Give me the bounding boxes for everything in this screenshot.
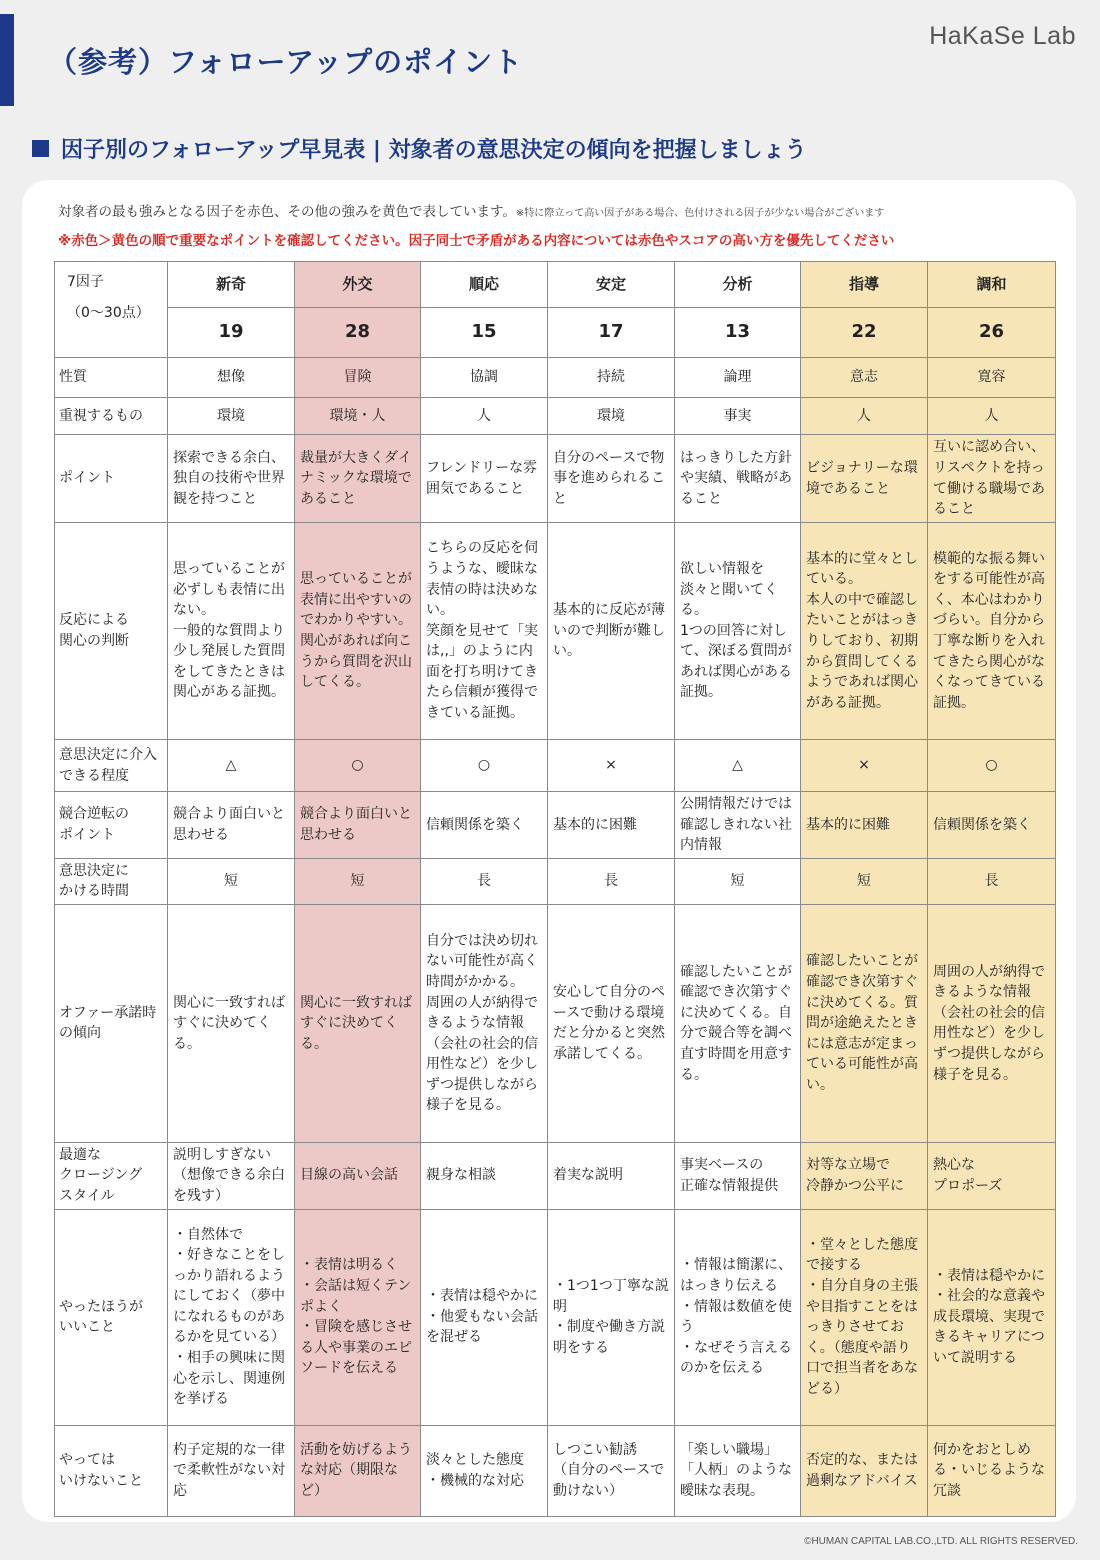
table-cell: 安心して自分のペースで動ける環境だと分かると突然承諾してくる。 [548, 904, 675, 1142]
table-row [55, 1209, 1056, 1425]
table-cell: 長 [928, 858, 1056, 904]
table-cell: ・1つ1つ丁寧な説明 ・制度や働き方説明をする [548, 1209, 675, 1425]
table-cell: ビジョナリーな環境であること [801, 435, 928, 523]
table-cell: 人 [928, 398, 1056, 435]
table-cell: 基本的に困難 [801, 792, 928, 859]
accent-bar [0, 14, 14, 106]
table-cell: 関心に一致すればすぐに決めてくる。 [168, 904, 295, 1142]
table-cell: しつこい勧誘 （自分のペースで動けない） [548, 1425, 675, 1516]
copyright: ©HUMAN CAPITAL LAB.CO.,LTD. ALL RIGHTS RESERVED. [804, 1536, 1078, 1547]
table-cell: 活動を妨げるような対応（期限など） [295, 1425, 421, 1516]
table-cell: 事実ベースの 正確な情報提供 [675, 1142, 801, 1209]
factor-name: 分析 [675, 262, 801, 308]
factor-name: 安定 [548, 262, 675, 308]
table-cell: 長 [421, 858, 548, 904]
table-cell: こちらの反応を伺うような、曖昧な表情の時は決めない。 笑顔を見せて「実は,,」のように内面を打ち明けてきたら信頼が獲得できている証拠。 [421, 523, 548, 740]
table-cell: 説明しすぎない（想像できる余白を残す） [168, 1142, 295, 1209]
corner-cell [55, 262, 168, 358]
table-cell: 思っていることが必ずしも表情に出ない。 一般的な質問より少し発展した質問をしてきたときは関心がある証拠。 [168, 523, 295, 740]
factor-name: 順応 [421, 262, 548, 308]
table-cell: 親身な相談 [421, 1142, 548, 1209]
table-row [55, 523, 1056, 740]
table-cell: 着実な説明 [548, 1142, 675, 1209]
row-label: 意思決定に介入できる程度 [55, 740, 168, 792]
table-cell: 人 [801, 398, 928, 435]
table-row [55, 358, 1056, 398]
table-cell: 環境 [548, 398, 675, 435]
table-cell: 否定的な、または過剰なアドバイス [801, 1425, 928, 1516]
table-cell: 事実 [675, 398, 801, 435]
table-cell: 確認したいことが確認でき次第すぐに決めてくる。質問が途絶えたときには意志が定まっている可能性が高い。 [801, 904, 928, 1142]
table-row [55, 398, 1056, 435]
table-cell: △ [675, 740, 801, 792]
factor-score: 19 [168, 308, 295, 358]
table-cell: 環境 [168, 398, 295, 435]
table-cell: × [548, 740, 675, 792]
table-cell: 環境・人 [295, 398, 421, 435]
factor-score: 26 [928, 308, 1056, 358]
table-row [55, 740, 1056, 792]
table-cell: ・情報は簡潔に、はっきり伝える ・情報は数値を使う ・なぜそう言えるのかを伝える [675, 1209, 801, 1425]
row-label: やっては いけないこと [55, 1425, 168, 1516]
table-cell: 論理 [675, 358, 801, 398]
section-title [32, 133, 807, 164]
corner-label: 7因子 [67, 274, 104, 290]
table-cell: はっきりした方針や実績、戦略があること [675, 435, 801, 523]
corner-range: （0〜30点） [67, 304, 150, 321]
square-bullet-icon [32, 140, 49, 157]
factor-score: 13 [675, 308, 801, 358]
row-label: 重視するもの [55, 398, 168, 435]
table-cell: 短 [295, 858, 421, 904]
factor-name: 指導 [801, 262, 928, 308]
table-cell: 基本的に堂々としている。 本人の中で確認したいことがはっきりしており、初期から質問してくるようであれば関心がある証拠。 [801, 523, 928, 740]
table-cell: 対等な立場で 冷静かつ公平に [801, 1142, 928, 1209]
table-cell: フレンドリーな雰囲気であること [421, 435, 548, 523]
table-cell: ○ [421, 740, 548, 792]
table-cell: ・表情は穏やかに ・社会的な意義や成長環境、実現できるキャリアについて説明する [928, 1209, 1056, 1425]
row-label: やったほうが いいこと [55, 1209, 168, 1425]
row-label: オファー承諾時の傾向 [55, 904, 168, 1142]
table-cell: 杓子定規的な一律で柔軟性がない対応 [168, 1425, 295, 1516]
table-cell: 基本的に困難 [548, 792, 675, 859]
table-cell: 寛容 [928, 358, 1056, 398]
table-cell: 協調 [421, 358, 548, 398]
table-cell: 基本的に反応が薄いので判断が難しい。 [548, 523, 675, 740]
table-row [55, 1425, 1056, 1516]
row-label: 意思決定に かける時間 [55, 858, 168, 904]
legend-note [58, 200, 884, 220]
factor-name: 外交 [295, 262, 421, 308]
table-cell: ・自然体で ・好きなことをしっかり語れるようにしておく（夢中になれるものがあるかを見ている） ・相手の興味に関心を示し、関連例を挙げる [168, 1209, 295, 1425]
table-cell: 淡々とした態度 ・機械的な対応 [421, 1425, 548, 1516]
table-cell: 周囲の人が納得できるような情報（会社の社会的信用性など）を少しずつ提供しながら様子を見る。 [928, 904, 1056, 1142]
row-label: ポイント [55, 435, 168, 523]
factor-name: 調和 [928, 262, 1056, 308]
table-cell: 公開情報だけでは確認しきれない社内情報 [675, 792, 801, 859]
factor-score: 28 [295, 308, 421, 358]
table-cell: 欲しい情報を 淡々と聞いてくる。 1つの回答に対して、深ぼる質問があれば関心がある証拠。 [675, 523, 801, 740]
table-cell: 互いに認め合い、リスペクトを持って働ける職場であること [928, 435, 1056, 523]
table-cell: 長 [548, 858, 675, 904]
factor-score: 22 [801, 308, 928, 358]
table-cell: 信頼関係を築く [928, 792, 1056, 859]
factor-name: 新奇 [168, 262, 295, 308]
table-cell: 自分のペースで物事を進められること [548, 435, 675, 523]
table-cell: 競合より面白いと思わせる [168, 792, 295, 859]
table-cell: 探索できる余白、独自の技術や世界観を持つこと [168, 435, 295, 523]
table-cell: ・堂々とした態度で接する ・自分自身の主張や目指すことをはっきりさせておく。（態度や語り口で担当者をあなどる） [801, 1209, 928, 1425]
table-row [55, 858, 1056, 904]
table-cell: 短 [675, 858, 801, 904]
table-cell: 思っていることが表情に出やすいのでわかりやすい。関心があれば向こうから質問を沢山してくる。 [295, 523, 421, 740]
section-title-text: 因子別のフォローアップ早見表 | 対象者の意思決定の傾向を把握しましょう [61, 138, 807, 163]
factor-score: 15 [421, 308, 548, 358]
table-cell: 目線の高い会話 [295, 1142, 421, 1209]
factor-table [54, 261, 1056, 1517]
table-cell: 人 [421, 398, 548, 435]
table-cell: 自分では決め切れない可能性が高く時間がかかる。 周囲の人が納得できるような情報（会社の社会的信用性など）を少しずつ提供しながら様子を見る。 [421, 904, 548, 1142]
table-cell: 裁量が大きくダイナミックな環境であること [295, 435, 421, 523]
priority-note: ※赤色＞黄色の順で重要なポイントを確認してください。因子同士で矛盾がある内容については赤色やスコアの高い方を優先してください [58, 233, 895, 249]
factor-score: 17 [548, 308, 675, 358]
table-cell: 意志 [801, 358, 928, 398]
table-row [55, 1142, 1056, 1209]
table-row [55, 435, 1056, 523]
table-cell: 短 [168, 858, 295, 904]
brand-logo: HaKaSe Lab [929, 22, 1076, 50]
table-row [55, 904, 1056, 1142]
table-cell: 短 [801, 858, 928, 904]
row-label: 反応による 関心の判断 [55, 523, 168, 740]
table-cell: 確認したいことが確認でき次第すぐに決めてくる。自分で競合等を調べ直す時間を用意する。 [675, 904, 801, 1142]
table-cell: 関心に一致すればすぐに決めてくる。 [295, 904, 421, 1142]
table-cell: ○ [295, 740, 421, 792]
row-label: 性質 [55, 358, 168, 398]
table-row [55, 792, 1056, 859]
table-cell: 熱心な プロポーズ [928, 1142, 1056, 1209]
table-cell: 信頼関係を築く [421, 792, 548, 859]
page-title: （参考）フォローアップのポイント [48, 45, 524, 79]
table-cell: 競合より面白いと思わせる [295, 792, 421, 859]
table-cell: 「楽しい職場」「人柄」のような曖昧な表現。 [675, 1425, 801, 1516]
table-cell: × [801, 740, 928, 792]
table-cell: ○ [928, 740, 1056, 792]
table-cell: ・表情は穏やかに ・他愛もない会話を混ぜる [421, 1209, 548, 1425]
row-label: 競合逆転の ポイント [55, 792, 168, 859]
row-label: 最適な クロージング スタイル [55, 1142, 168, 1209]
table-cell: 想像 [168, 358, 295, 398]
legend-note-small: ※特に際立って高い因子がある場合、色付けされる因子が少ない場合がございます [515, 208, 885, 219]
table-cell: 冒険 [295, 358, 421, 398]
table-cell: 模範的な振る舞いをする可能性が高く、本心はわかりづらい。自分から丁寧な断りを入れてきたら関心がなくなってきている証拠。 [928, 523, 1056, 740]
table-cell: ・表情は明るく ・会話は短くテンポよく ・冒険を感じさせる人や事業のエピソードを伝える [295, 1209, 421, 1425]
table-cell: 何かをおとしめる・いじるような冗談 [928, 1425, 1056, 1516]
table-cell: 持続 [548, 358, 675, 398]
legend-note-text: 対象者の最も強みとなる因子を赤色、その他の強みを黄色で表しています。 [58, 204, 516, 220]
table-cell: △ [168, 740, 295, 792]
